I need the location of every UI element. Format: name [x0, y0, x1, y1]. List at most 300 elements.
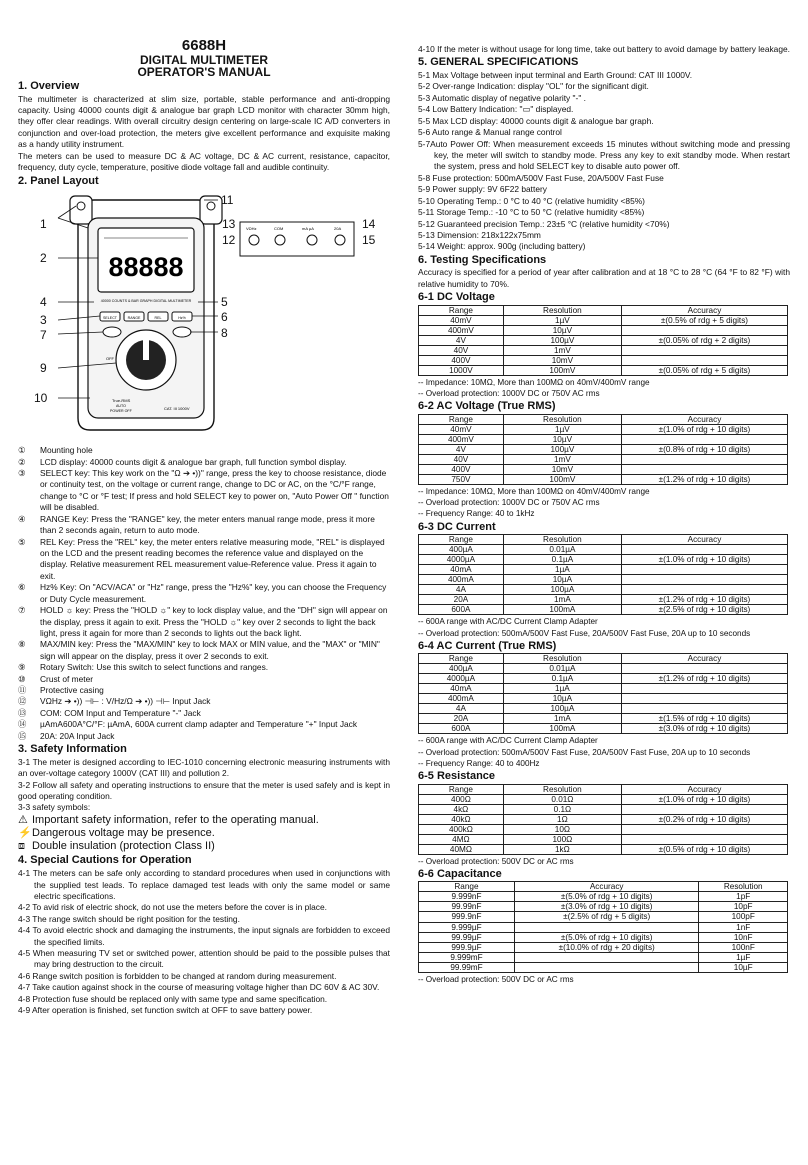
general-spec-item: 5-11 Storage Temp.: -10 °C to 50 °C (relative humidity <85%) [418, 207, 645, 218]
table-cell: ±(2.5% of rdg + 5 digits) [514, 912, 699, 922]
table-cell: 400mA [419, 575, 504, 585]
table-cell: 40kΩ [419, 814, 504, 824]
table-cell: 9.999nF [419, 892, 515, 902]
table-cell: 4V [419, 335, 504, 345]
safety-3-2: 3-2 Follow all safety and operating instructions to ensure that the meter is used safely and is kept in good operating condition. [18, 779, 390, 802]
table-cell: ±(0.05% of rdg + 2 digits) [621, 335, 787, 345]
ma-ua-jack-label: mA µA [302, 226, 314, 232]
table-cell [621, 834, 787, 844]
true-rms-label: True-RMS [112, 398, 131, 404]
table-cell: 40V [419, 455, 504, 465]
com-jack-label: COM [274, 226, 284, 232]
general-spec-item: 5-2 Over-range Indication: display "OL" for the significant digit. [418, 81, 649, 92]
spec-note: -- Frequency Range: 40 to 1kHz [418, 509, 535, 519]
table-cell: 0.1Ω [503, 804, 621, 814]
column-header: Resolution [503, 784, 621, 794]
table-row [419, 595, 788, 605]
panel-item-text: Hz% Key: On "ACV/ACA" or "Hz" range, press the "Hz%" key, you can choose the Frequency or Duty Cycle measurement. [40, 582, 387, 604]
caution-item: 4-5 When measuring TV set or switched power, attention should be paid to the possible pulses that may bring destruction to the circuit. [18, 948, 390, 970]
symbol-text: Dangerous voltage may be presence. [32, 827, 215, 840]
table-cell: 0.01µA [503, 545, 621, 555]
panel-item-number: ④ [18, 513, 26, 524]
panel-heading: 2. Panel Layout [18, 174, 99, 187]
panel-item [18, 708, 390, 719]
table-cell: 400kΩ [419, 824, 504, 834]
table-cell: ±(10.0% of rdg + 20 digits) [514, 942, 699, 952]
table-cell: 999.9nF [419, 912, 515, 922]
cautions-heading: 4. Special Cautions for Operation [18, 854, 192, 867]
panel-item-text: VΩHz ➔ •)) ⊣⊢ : V/Hz/Ω ➔ •)) ⊣⊢ Input Jack [40, 696, 211, 707]
panel-item-text: Mounting hole [40, 445, 93, 456]
table-cell: 100Ω [503, 834, 621, 844]
general-spec-item: 5-13 Dimension: 218x122x75mm [418, 229, 541, 240]
table-row [419, 942, 788, 952]
callout-8: 8 [221, 326, 228, 341]
res-heading: 6-5 Resistance [418, 769, 496, 782]
table-cell: 400Ω [419, 794, 504, 804]
table-cell: ±(1.0% of rdg + 10 digits) [621, 555, 787, 565]
dcv-table [418, 305, 788, 376]
table-cell: 100µA [503, 585, 621, 595]
table-cell: 10µA [503, 575, 621, 585]
caution-item: 4-1 The meters can be safe only according to standard procedures when used in conjunctions with the supplied test leads. To replace damaged test leads with only the same model or same electric specifications. [18, 868, 390, 901]
panel-item [18, 719, 390, 730]
panel-item [18, 445, 390, 456]
table-cell: 40MΩ [419, 844, 504, 854]
panel-item [18, 639, 390, 662]
callout-7: 7 [40, 328, 47, 343]
table-cell: 1µV [503, 315, 621, 325]
table-cell: 10µV [503, 435, 621, 445]
table-cell: 4000µA [419, 674, 504, 684]
table-cell: ±(5.0% of rdg + 10 digits) [514, 932, 699, 942]
acv-table [418, 414, 788, 485]
table-cell: 100nF [699, 942, 788, 952]
mounting-hole-circle-left [77, 202, 85, 210]
table-cell: 9.999mF [419, 952, 515, 962]
table-cell: 10nF [699, 932, 788, 942]
warning-triangle-icon: ⚠ [18, 813, 28, 826]
spec-note: -- 600A range with AC/DC Current Clamp Adapter [418, 617, 598, 627]
panel-item-number: ⑥ [18, 582, 26, 593]
left-column [18, 38, 390, 1017]
column-header: Range [419, 305, 504, 315]
spec-note: -- Frequency Range: 40 to 400Hz [418, 758, 540, 768]
table-cell: ±(3.0% of rdg + 10 digits) [514, 902, 699, 912]
table-cell: 4A [419, 585, 504, 595]
column-header: Resolution [699, 882, 788, 892]
multimeter-illustration [18, 188, 390, 443]
panel-item-text: SELECT key: This key work on the "Ω ➔ •))" range, press the key to choose resistance, diode or continuity test, on the voltage or current range, change to DC or AC, on the °C/°F range, change to °C or °F test; If press and hold SELECT key to power on, "Auto Power Off " function will be disabled. [40, 468, 389, 513]
table-row [419, 435, 788, 445]
table-row [419, 674, 788, 684]
table-cell: 1Ω [503, 814, 621, 824]
table-cell: 1mV [503, 346, 621, 356]
table-cell [621, 575, 787, 585]
general-spec-item: 5-14 Weight: approx. 900g (including battery) [418, 241, 586, 252]
table-cell: 1mA [503, 714, 621, 724]
meter-figure [18, 188, 390, 443]
panel-item-text: RANGE Key: Press the "RANGE" key, the meter enters manual range mode, press it more than 2 seconds again, return to auto mode. [40, 513, 375, 536]
table-cell [621, 435, 787, 445]
table-row [419, 465, 788, 475]
table-cell [514, 922, 699, 932]
table-row [419, 952, 788, 962]
table-cell: 10µV [503, 325, 621, 335]
table-cell: 100µV [503, 335, 621, 345]
safety-3-1: 3-1 The meter is designed according to IEC-1010 concerning electronic measuring instruments with an over-voltage category 1000V (CAT III) and pollution 2. [18, 756, 390, 779]
table-cell: 400µA [419, 545, 504, 555]
panel-item [18, 468, 390, 514]
table-header-row [419, 654, 788, 664]
panel-item [18, 696, 390, 707]
double-insulation-icon: ⧈ [18, 840, 25, 853]
table-cell: ±(1.2% of rdg + 10 digits) [621, 475, 787, 485]
table-cell: ±(2.5% of rdg + 10 digits) [621, 605, 787, 615]
aca-table [418, 653, 788, 734]
table-cell: 1µA [503, 684, 621, 694]
table-cell: 4MΩ [419, 834, 504, 844]
symbol-row-warning [18, 814, 390, 827]
table-cell: 100mA [503, 724, 621, 734]
panel-item-number: ⑤ [18, 536, 26, 547]
20a-jack[interactable] [335, 235, 345, 245]
panel-item-number: ⑬ [18, 707, 27, 718]
acv-heading: 6-2 AC Voltage (True RMS) [418, 400, 556, 413]
table-row [419, 356, 788, 366]
panel-item [18, 685, 390, 696]
table-cell: 40mA [419, 684, 504, 694]
table-cell: 1kΩ [503, 844, 621, 854]
table-cell: 600A [419, 605, 504, 615]
panel-item [18, 582, 390, 605]
table-row [419, 814, 788, 824]
table-cell [621, 346, 787, 356]
table-row [419, 962, 788, 972]
table-header-row [419, 305, 788, 315]
table-row [419, 724, 788, 734]
table-row [419, 932, 788, 942]
table-row [419, 455, 788, 465]
table-row [419, 844, 788, 854]
table-cell: 40mV [419, 315, 504, 325]
caution-item: 4-7 Take caution against shock in the course of measuring voltage higher than DC 60V & AC 30V. [18, 982, 380, 993]
column-header: Resolution [503, 654, 621, 664]
panel-item-text: 20A: 20A Input Jack [40, 730, 115, 741]
callout-6: 6 [221, 310, 228, 325]
panel-item-text: COM: COM Input and Temperature "-" Jack [40, 707, 201, 718]
general-spec-item: 5-6 Auto range & Manual range control [418, 127, 562, 138]
general-spec-item: 5-7Auto Power Off: When measurement exceeds 15 minutes without switching mode and pressing key, the meter will switch to standby mode. Press any key to exit standby mode. When restart the system, press and hold SELECT key to disable auto power off. [418, 138, 790, 172]
table-cell [621, 664, 787, 674]
callout-13: 13 [222, 217, 236, 232]
hz-button-label: Hz% [178, 316, 186, 321]
table-row [419, 794, 788, 804]
table-cell: 40mA [419, 565, 504, 575]
table-cell: 1pF [699, 892, 788, 902]
table-cell: 20A [419, 595, 504, 605]
right-column [418, 44, 790, 985]
spec-note: -- Overload protection: 500mA/500V Fast Fuse, 20A/500V Fast Fuse, 20A up to 10 seconds [418, 747, 751, 757]
table-row [419, 684, 788, 694]
panel-item-text: Protective casing [40, 685, 104, 696]
column-header: Resolution [503, 535, 621, 545]
panel-item-list [18, 445, 390, 742]
caution-item: 4-2 To avid risk of electric shock, do not use the meters before the cover is in place. [18, 902, 327, 913]
symbol-text: Double insulation (protection Class II) [32, 840, 215, 853]
dcv-heading: 6-1 DC Voltage [418, 291, 495, 304]
spec-note: -- Impedance: 10MΩ, More than 100MΩ on 40mV/400mV range [418, 487, 650, 497]
table-row [419, 585, 788, 595]
cap-table [418, 881, 788, 972]
table-cell: 40mV [419, 425, 504, 435]
testing-intro: Accuracy is specified for a period of year after calibration and at 18 °C to 28 °C (64 °F to 82 °F) with relative humidity to 70%. [418, 267, 790, 289]
table-cell: 100mV [503, 366, 621, 376]
table-cell [621, 585, 787, 595]
callout-5: 5 [221, 295, 228, 310]
panel-item-text: Crust of meter [40, 673, 94, 684]
panel-item-number: ⑧ [18, 639, 26, 650]
callout-2: 2 [40, 251, 47, 266]
panel-item-text: REL Key: Press the "REL" key, the meter enters relative measuring mode, "REL" is displayed on the LCD and the present reading becomes the reference value and displayed on the display. Relative measurement REL measurement value-Reference value. Press it again to exit. [40, 536, 385, 581]
table-row [419, 704, 788, 714]
category-label: CAT. III 1000V [164, 406, 190, 412]
table-cell [621, 704, 787, 714]
table-row [419, 445, 788, 455]
spec-note: -- Overload protection: 500V DC or AC rms [418, 856, 574, 866]
aca-heading: 6-4 AC Current (True RMS) [418, 639, 557, 652]
table-cell: 100µA [503, 704, 621, 714]
panel-item-number: ① [18, 445, 26, 456]
caution-item: 4-3 The range switch should be right position for the testing. [18, 913, 240, 924]
table-cell: 100mA [503, 605, 621, 615]
general-spec-item: 5-10 Operating Temp.: 0 °C to 40 °C (relative humidity <85%) [418, 195, 645, 206]
callout-1: 1 [40, 217, 47, 232]
column-header: Accuracy [621, 784, 787, 794]
table-cell: 999.9µF [419, 942, 515, 952]
table-cell: 4000µA [419, 555, 504, 565]
table-cell: 1µA [503, 565, 621, 575]
table-cell [621, 684, 787, 694]
panel-item [18, 605, 390, 639]
column-header: Resolution [503, 305, 621, 315]
table-cell: 1mV [503, 455, 621, 465]
table-cell: ±(0.8% of rdg + 10 digits) [621, 445, 787, 455]
res-table [418, 784, 788, 855]
table-row [419, 346, 788, 356]
general-spec-item: 5-4 Low Battery Indication: "▭" displayed. [418, 104, 574, 115]
caution-item: 4-6 Range switch position is forbidden to be changed at random during measurement. [18, 970, 337, 981]
spec-note: -- Overload protection: 500V DC or AC rms [418, 974, 574, 984]
ma-ua-jack[interactable] [307, 235, 317, 245]
table-row [419, 912, 788, 922]
table-row [419, 555, 788, 565]
panel-item [18, 457, 390, 468]
callout-4: 4 [40, 295, 47, 310]
callout-14: 14 [362, 217, 376, 232]
table-cell: ±(3.0% of rdg + 10 digits) [621, 724, 787, 734]
display-caption: 40000 COUNTS & BAR GRAPH DIGITAL MULTIMETER [100, 299, 192, 304]
table-cell [621, 325, 787, 335]
table-cell: 4V [419, 445, 504, 455]
table-row [419, 575, 788, 585]
table-row [419, 804, 788, 814]
table-cell: 9.999µF [419, 922, 515, 932]
symbol-text: Important safety information, refer to the operating manual. [32, 813, 319, 826]
table-cell: 400mV [419, 435, 504, 445]
table-cell [621, 465, 787, 475]
spec-note: -- Impedance: 10MΩ, More than 100MΩ on 40mV/400mV range [418, 378, 650, 388]
table-cell [621, 356, 787, 366]
column-header: Accuracy [621, 654, 787, 664]
high-voltage-icon: ⚡ [18, 827, 32, 840]
panel-item [18, 514, 390, 537]
table-row [419, 565, 788, 575]
caution-item: 4-9 After operation is finished, set function switch at OFF to save battery power. [18, 1005, 313, 1016]
table-cell: 750V [419, 475, 504, 485]
spec-tables [418, 291, 790, 984]
mounting-hole-circle-right [207, 202, 215, 210]
v-ohm-jack[interactable] [249, 235, 259, 245]
table-cell: ±(1.5% of rdg + 10 digits) [621, 714, 787, 724]
panel-item-number: ⑭ [18, 719, 27, 730]
power-off-label: POWER OFF [110, 409, 132, 414]
subtitle-line1: DIGITAL MULTIMETER [140, 52, 268, 67]
general-spec-item: 5-9 Power supply: 9V 6F22 battery [418, 184, 547, 195]
maxmin-button[interactable] [173, 327, 191, 337]
select-button-label: SELECT [103, 316, 117, 321]
table-cell: ±(1.0% of rdg + 10 digits) [621, 425, 787, 435]
panel-item-text: HOLD ☼ key: Press the "HOLD ☼" key to lock display value, and the "DH" sign will appear on the display, press it again to exit. Press the "HOLD ☼" key over 2 seconds to light the back light, press it again for more than 2 seconds to lights out the back light. [40, 605, 388, 638]
panel-item [18, 674, 390, 685]
table-row [419, 694, 788, 704]
panel-item [18, 537, 390, 583]
table-row [419, 425, 788, 435]
panel-item [18, 731, 390, 742]
callout-12: 12 [222, 233, 236, 248]
table-row [419, 545, 788, 555]
table-cell: 10pF [699, 902, 788, 912]
table-cell [621, 565, 787, 575]
caution-item: 4-8 Protection fuse should be replaced only with same type and same specification. [18, 993, 328, 1004]
table-header-row [419, 882, 788, 892]
panel-item [18, 662, 390, 673]
table-cell: 4kΩ [419, 804, 504, 814]
table-row [419, 824, 788, 834]
table-cell: 10mV [503, 356, 621, 366]
table-cell: 10Ω [503, 824, 621, 834]
table-row [419, 922, 788, 932]
auto-label: AUTO [116, 404, 126, 409]
column-header: Accuracy [621, 415, 787, 425]
table-cell: ±(1.0% of rdg + 10 digits) [621, 794, 787, 804]
table-cell: 400V [419, 356, 504, 366]
column-header: Range [419, 415, 504, 425]
table-row [419, 892, 788, 902]
lcd-digits: 88888 [108, 252, 184, 283]
table-cell [621, 455, 787, 465]
caution-list [18, 868, 390, 1016]
table-cell [621, 694, 787, 704]
spec-note: -- 600A range with AC/DC Current Clamp Adapter [418, 736, 598, 746]
symbol-row-voltage [18, 827, 390, 840]
safety-3-3: 3-3 safety symbols: [18, 802, 91, 813]
panel-item-number: ⑮ [18, 730, 27, 741]
table-cell: ±(0.05% of rdg + 5 digits) [621, 366, 787, 376]
panel-item-number: ⑩ [18, 673, 26, 684]
table-cell [621, 804, 787, 814]
table-cell: ±(1.2% of rdg + 10 digits) [621, 674, 787, 684]
com-jack[interactable] [275, 235, 285, 245]
table-row [419, 664, 788, 674]
general-spec-item: 5-3 Automatic display of negative polarity "-" . [418, 92, 586, 103]
table-cell: 0.01Ω [503, 794, 621, 804]
callout-10: 10 [34, 391, 48, 406]
table-cell: 400mV [419, 325, 504, 335]
spec-note: -- Overload protection: 1000V DC or 750V AC rms [418, 498, 600, 508]
table-cell: 1000V [419, 366, 504, 376]
column-header: Range [419, 882, 515, 892]
table-header-row [419, 415, 788, 425]
general-spec-list [418, 70, 790, 253]
v-ohm-jack-label: VΩHz [246, 226, 257, 232]
callout-3: 3 [40, 313, 47, 328]
table-cell: 1nF [699, 922, 788, 932]
table-cell: 0.01µA [503, 664, 621, 674]
table-cell: 20A [419, 714, 504, 724]
caution-item: 4-4 To avoid electric shock and damaging the instruments, the input signals are forbidden to exceed the specified limits. [18, 925, 390, 947]
table-cell: 40V [419, 346, 504, 356]
table-cell: ±(0.5% of rdg + 5 digits) [621, 315, 787, 325]
table-row [419, 714, 788, 724]
overview-paragraph-1: The multimeter is characterized at slim size, portable, stable performance and anti-dropping capacity. Using 40000 counts digit & analogue bar graph LCD monitor with character 30mm high, they offer clear readings. With overall circuitry design centering on large-scale IC A/D converters in conjunction and over-load protection, the meters give excellent performance and exquisite making as a handy utility instrument. [18, 93, 390, 150]
table-cell: 1mA [503, 595, 621, 605]
table-cell: 0.1µA [503, 555, 621, 565]
dca-heading: 6-3 DC Current [418, 520, 496, 533]
symbol-row-insulation [18, 840, 390, 853]
table-cell: ±(0.5% of rdg + 10 digits) [621, 844, 787, 854]
panel-item-number: ⑪ [18, 685, 27, 696]
table-cell: 400V [419, 465, 504, 475]
safety-heading: 3. Safety Information [18, 743, 127, 756]
panel-item-text: µAmA600A°C/°F: µAmA, 600A current clamp adapter and Temperature "+" Input Jack [40, 719, 358, 730]
column-header: Accuracy [621, 305, 787, 315]
table-header-row [419, 784, 788, 794]
column-header: Range [419, 654, 504, 664]
panel-item-number: ② [18, 456, 26, 467]
spec-note: -- Overload protection: 1000V DC or 750V AC rms [418, 389, 600, 399]
table-header-row [419, 535, 788, 545]
hold-button[interactable] [103, 327, 121, 337]
caution-4-10: 4-10 If the meter is without usage for long time, take out battery to avoid damage by battery leakage. [418, 44, 790, 54]
table-cell: ±(1.2% of rdg + 10 digits) [621, 595, 787, 605]
table-row [419, 605, 788, 615]
callout-15: 15 [362, 233, 376, 248]
overview-paragraph-2: The meters can be used to measure DC & AC voltage, DC & AC current, resistance, capacitor, frequency, duty cycle, temperature, positive diode voltage fall and audible continuity. [18, 150, 390, 173]
table-cell: 100mV [503, 475, 621, 485]
panel-item-number: ⑦ [18, 605, 26, 616]
subtitle-line2: OPERATOR'S MANUAL [137, 65, 271, 80]
table-cell [514, 952, 699, 962]
table-cell: 10µF [699, 962, 788, 972]
table-cell: 99.99µF [419, 932, 515, 942]
table-cell: 1µV [503, 425, 621, 435]
testing-heading: 6. Testing Specifications [418, 253, 547, 266]
table-row [419, 335, 788, 345]
table-cell: 10mV [503, 465, 621, 475]
table-cell: 10µA [503, 694, 621, 704]
callout-9: 9 [40, 361, 47, 376]
